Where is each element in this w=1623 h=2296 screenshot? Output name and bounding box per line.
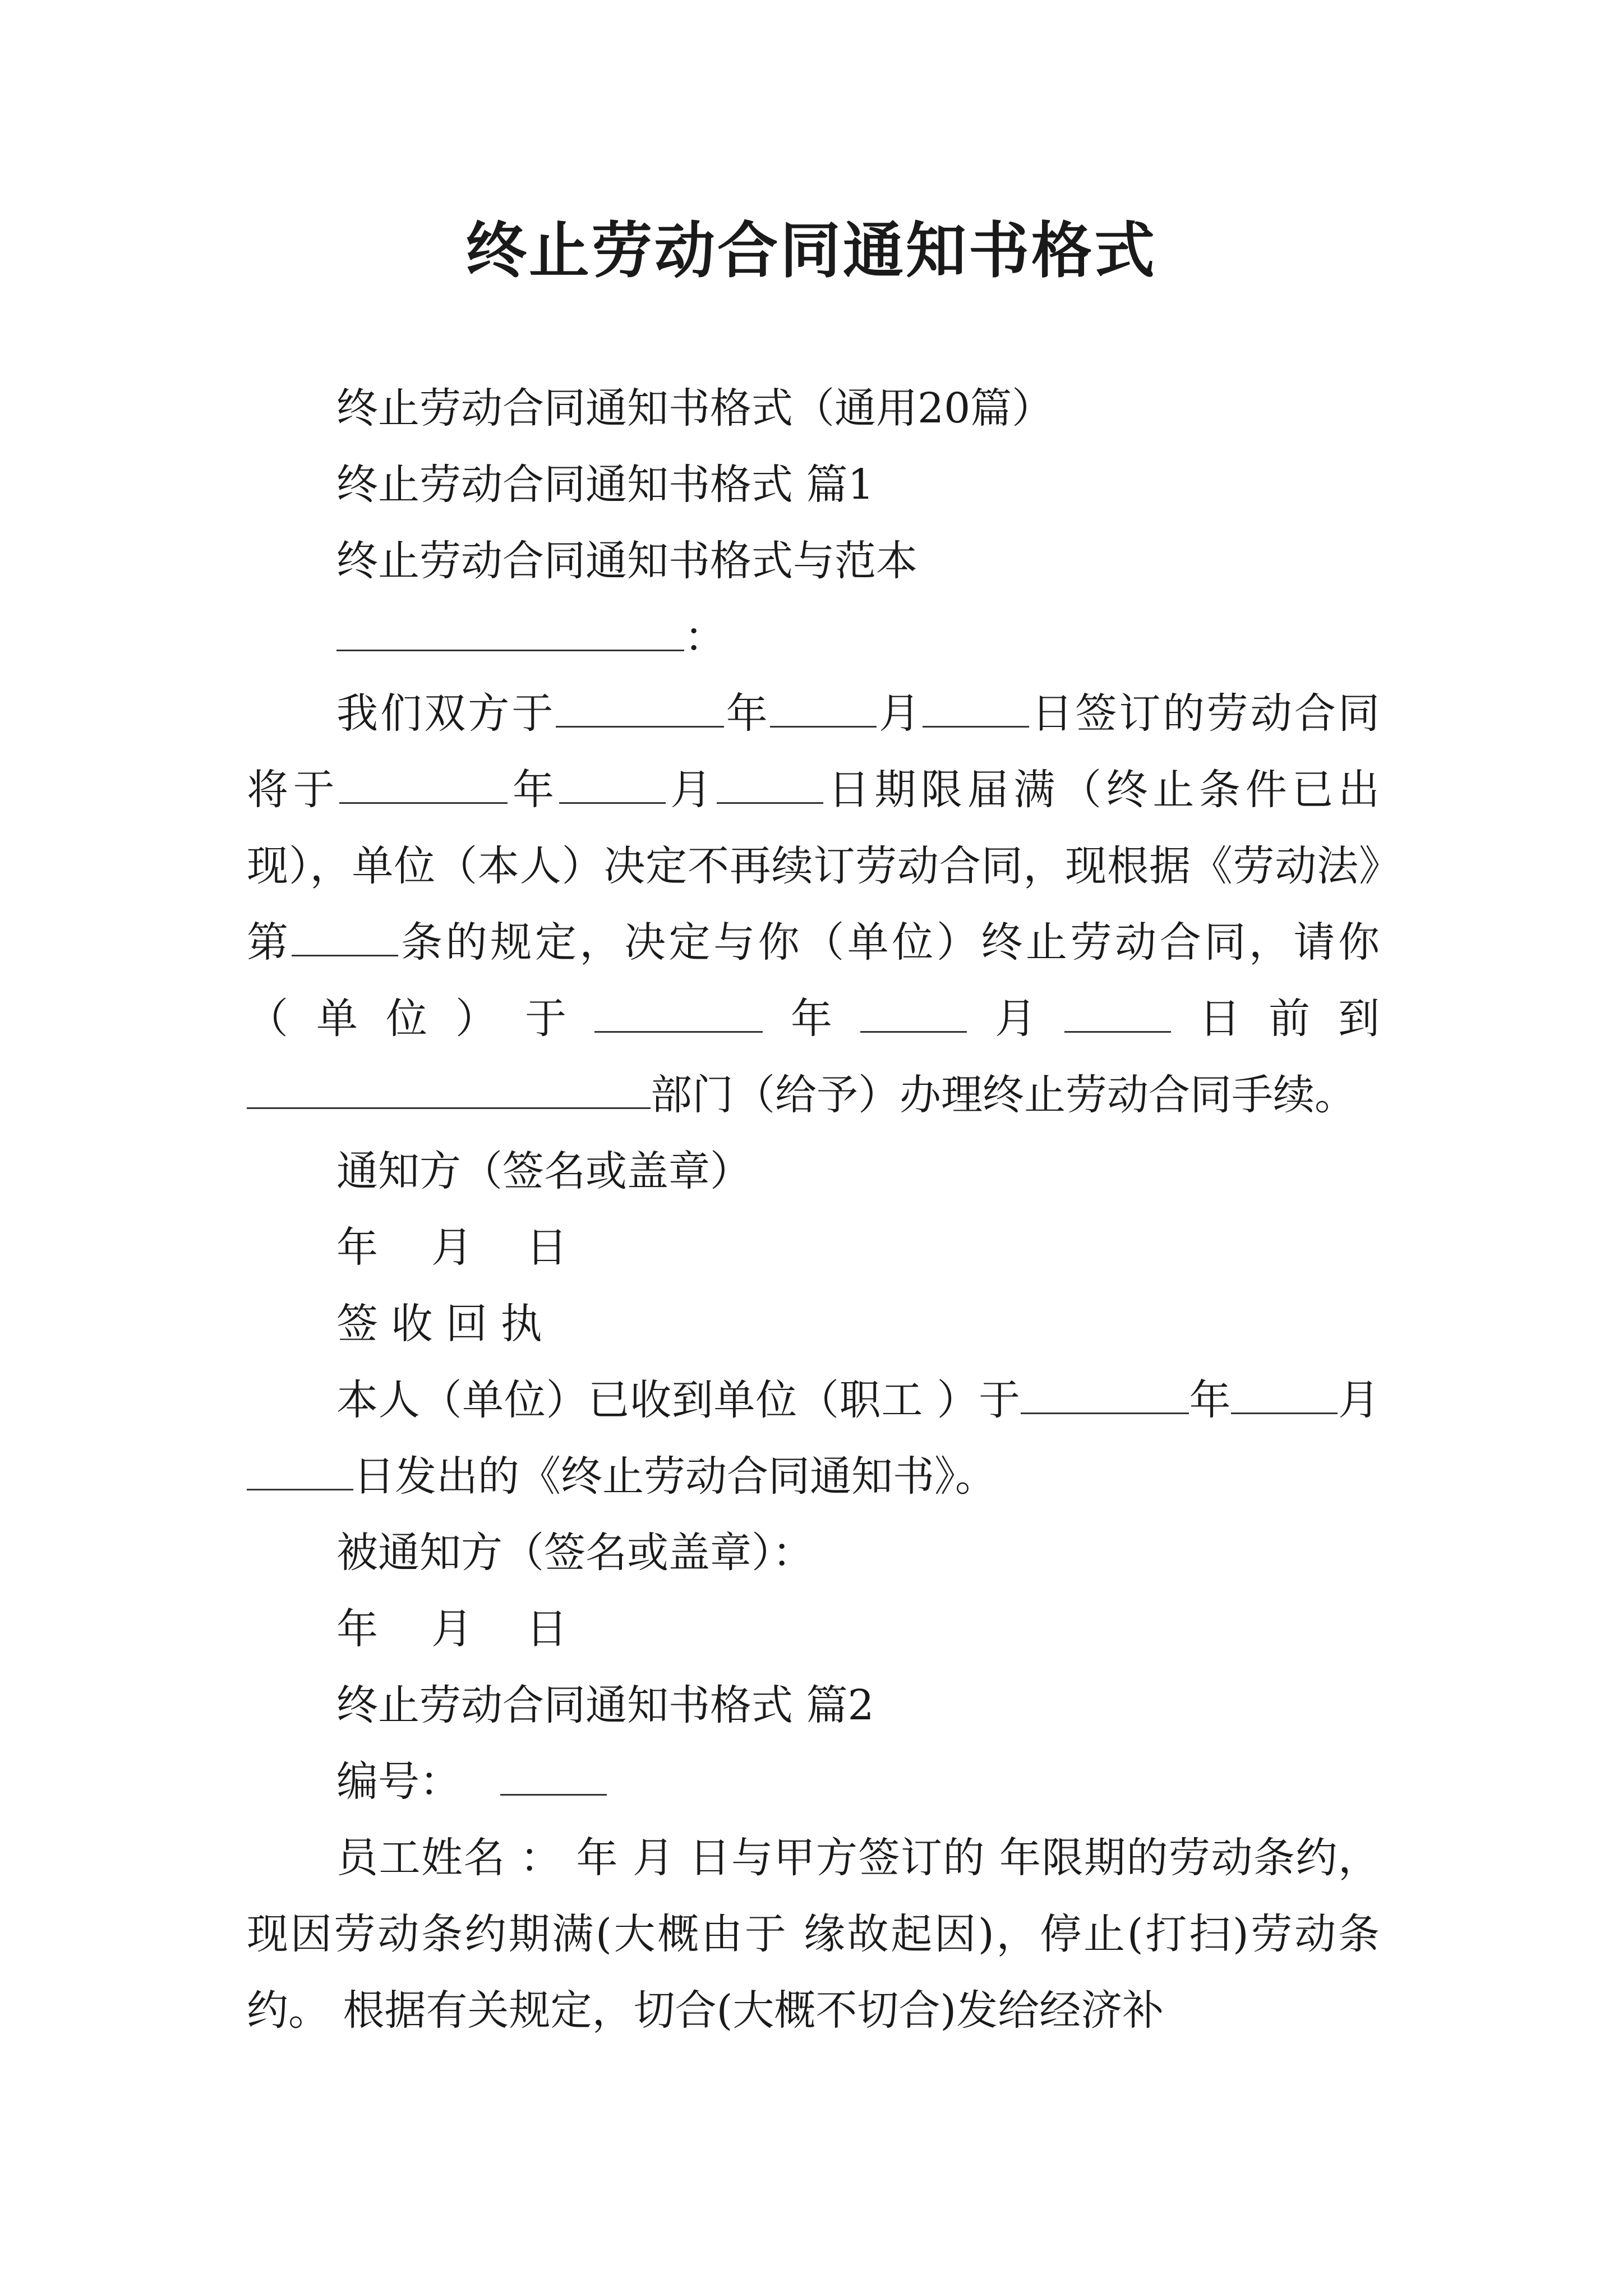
notice-text: 我们双方于 xyxy=(336,689,556,738)
notifier-date xyxy=(247,1209,1380,1286)
blank-year xyxy=(594,992,763,1033)
receipt-paragraph xyxy=(247,1362,1380,1515)
blank-month xyxy=(770,687,877,728)
addressee-colon: ： xyxy=(684,613,726,661)
date-year: 年 xyxy=(336,1223,378,1272)
receipt-text: 日发出的《终止劳动合同通知书》。 xyxy=(353,1452,997,1501)
date-day: 日 xyxy=(526,1605,568,1653)
blank-year xyxy=(556,687,724,728)
serial-line xyxy=(247,1743,1380,1820)
blank-day xyxy=(247,1450,353,1490)
section1-subheading: 终止劳动合同通知书格式与范本 xyxy=(336,537,917,585)
notice-text: 条的规定，决定与你（单位）终止劳动合同，请你（单位）于 xyxy=(247,918,1380,1043)
blank-article xyxy=(292,915,398,956)
notice-year: 年 xyxy=(508,766,559,814)
notified-date xyxy=(247,1591,1380,1667)
notice-text: 部门（给予）办理终止劳动合同手续。 xyxy=(651,1071,1356,1119)
date-day: 日 xyxy=(526,1223,568,1272)
subtitle: 终止劳动合同通知书格式（通用20篇） xyxy=(336,384,1054,432)
notice-text: 日期限届满（终止条件已出现），单位（本人）决定不再续订劳动合同，现根据《劳动法》第 xyxy=(247,766,1380,967)
date-month: 月 xyxy=(431,1223,473,1272)
section1-heading: 终止劳动合同通知书格式 篇1 xyxy=(336,461,874,509)
date-month: 月 xyxy=(431,1605,473,1653)
blank-year xyxy=(339,763,508,804)
receipt-year: 年 xyxy=(1188,1376,1232,1424)
blank-department xyxy=(247,1068,651,1109)
blank-day xyxy=(923,687,1029,728)
blank-day xyxy=(1064,992,1171,1033)
section2-heading: 终止劳动合同通知书格式 篇2 xyxy=(336,1681,874,1729)
blank-month xyxy=(1231,1373,1338,1414)
notice-text: 日前到 xyxy=(1171,995,1380,1043)
addressee-blank xyxy=(336,610,684,651)
blank-day xyxy=(717,763,823,804)
receipt-month: 月 xyxy=(1338,1376,1380,1424)
blank-month xyxy=(860,992,967,1033)
notice-paragraph xyxy=(247,675,1380,1133)
notifier-line: 通知方（签名或盖章） xyxy=(336,1147,751,1195)
notice-month: 月 xyxy=(967,995,1064,1043)
blank-year xyxy=(1021,1373,1189,1414)
serial-label: 编号： xyxy=(336,1757,461,1806)
notice-month: 月 xyxy=(876,689,923,738)
document-body xyxy=(247,370,1380,2049)
receipt-title: 签 收 回 执 xyxy=(336,1300,542,1348)
notified-line: 被通知方（签名或盖章）： xyxy=(336,1529,814,1577)
notice-month: 月 xyxy=(665,766,717,814)
addressee-line xyxy=(247,599,1380,675)
blank-month xyxy=(559,763,666,804)
receipt-text: 本人（单位）已收到单位（职工 ）于 xyxy=(336,1376,1021,1424)
notice-year: 年 xyxy=(763,995,860,1043)
serial-blank xyxy=(500,1755,607,1796)
section2-body: 员工姓名 ： 年 月 日与甲方签订的 年限期的劳动条约，现因劳动条约期满(大概由于 缘故起因)，停止(打扫)劳动条约。 根据有关规定，切合(大概不切合)发给经济补 xyxy=(247,1834,1380,2035)
notice-text: 日签订的劳动合同将于 xyxy=(247,689,1380,814)
notice-year: 年 xyxy=(723,689,770,738)
date-year: 年 xyxy=(336,1605,378,1653)
document-title: 终止劳动合同通知书格式 xyxy=(465,216,1157,286)
